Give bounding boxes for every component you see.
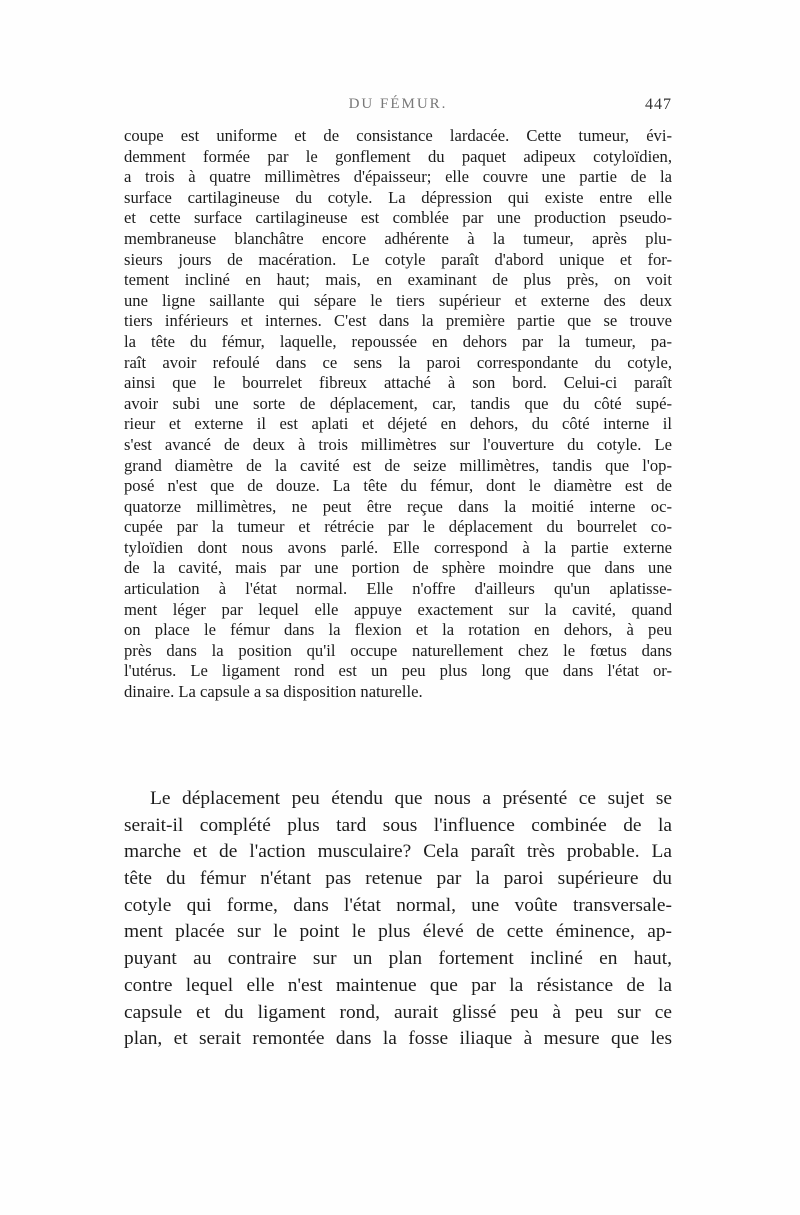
text-line: tiers inférieurs et internes. C'est dans la première partie que se trouve (124, 311, 672, 331)
page-number: 447 (645, 96, 672, 113)
text-line: tement incliné en haut; mais, en examinant de plus près, on voit (124, 270, 672, 290)
text-line: plan, et serait remontée dans la fosse iliaque à mesure que les (124, 1028, 672, 1050)
discussion-paragraph (124, 786, 672, 1053)
text-line: marche et de l'action musculaire? Cela paraît très probable. La (124, 841, 672, 863)
text-line: cotyle qui forme, dans l'état normal, une voûte transversale- (124, 894, 672, 916)
text-line: capsule et du ligament rond, aurait glissé peu à peu sur ce (124, 1001, 672, 1023)
text-line: cupée par la tumeur et rétrécie par le déplacement du bourrelet co- (124, 517, 672, 537)
text-line: une ligne saillante qui sépare le tiers supérieur et externe des deux (124, 290, 672, 310)
text-line: tyloïdien dont nous avons parlé. Elle correspond à la partie externe (124, 537, 672, 557)
text-line: demment formée par le gonflement du paquet adipeux cotyloïdien, (124, 146, 672, 166)
text-line: grand diamètre de la cavité est de seize millimètres, tandis que l'op- (124, 455, 672, 475)
text-line: a trois à quatre millimètres d'épaisseur; elle couvre une partie de la (124, 167, 672, 187)
case-description-paragraph (124, 126, 672, 703)
text-line: membraneuse blanchâtre encore adhérente à la tumeur, après plu- (124, 228, 672, 248)
running-title: DU FÉMUR. (348, 96, 448, 112)
text-line: coupe est uniforme et de consistance lardacée. Cette tumeur, évi- (124, 126, 672, 145)
text-line: quatorze millimètres, ne peut être reçue dans la moitié interne oc- (124, 496, 672, 516)
text-line: avoir subi une sorte de déplacement, car, tandis que du côté supé- (124, 393, 672, 413)
text-line: surface cartilagineuse du cotyle. La dépression qui existe entre elle (124, 187, 672, 207)
text-line: ment placée sur le point le plus élevé de cette éminence, ap- (124, 921, 672, 943)
text-line: puyant au contraire sur un plan fortement incliné en haut, (124, 948, 672, 970)
text-line: rieur et externe il est aplati et déjeté en dehors, du côté interne il (124, 414, 672, 434)
text-line: posé n'est que de douze. La tête du fémur, dont le diamètre est de (124, 476, 672, 496)
running-head (124, 96, 672, 122)
text-line: près dans la position qu'il occupe naturellement chez le fœtus dans (124, 640, 672, 660)
text-line: raît avoir refoulé dans ce sens la paroi correspondante du cotyle, (124, 352, 672, 372)
text-line: ainsi que le bourrelet fibreux attaché à son bord. Celui-ci paraît (124, 373, 672, 393)
text-line: s'est avancé de deux à trois millimètres sur l'ouverture du cotyle. Le (124, 434, 672, 454)
text-line: tête du fémur n'étant pas retenue par la paroi supérieure du (124, 868, 672, 890)
text-line: on place le fémur dans la flexion et la rotation en dehors, à peu (124, 620, 672, 640)
text-line: ment léger par lequel elle appuye exactement sur la cavité, quand (124, 599, 672, 619)
text-line: et cette surface cartilagineuse est comblée par une production pseudo- (124, 208, 672, 228)
text-line: la tête du fémur, laquelle, repoussée en dehors par la tumeur, pa- (124, 331, 672, 351)
text-line: dinaire. La capsule a sa disposition naturelle. (124, 682, 423, 702)
text-line: l'utérus. Le ligament rond est un peu plus long que dans l'état or- (124, 661, 672, 681)
text-line: sieurs jours de macération. Le cotyle paraît d'abord unique et for- (124, 249, 672, 269)
text-line: contre lequel elle n'est maintenue que par la résistance de la (124, 974, 672, 996)
text-line: Le déplacement peu étendu que nous a présenté ce sujet se (150, 788, 672, 809)
text-line: serait-il complété plus tard sous l'influence combinée de la (124, 814, 672, 836)
text-line: articulation à l'état normal. Elle n'offre d'ailleurs qu'un aplatisse- (124, 579, 672, 599)
text-line: de la cavité, mais par une portion de sphère moindre que dans une (124, 558, 672, 578)
